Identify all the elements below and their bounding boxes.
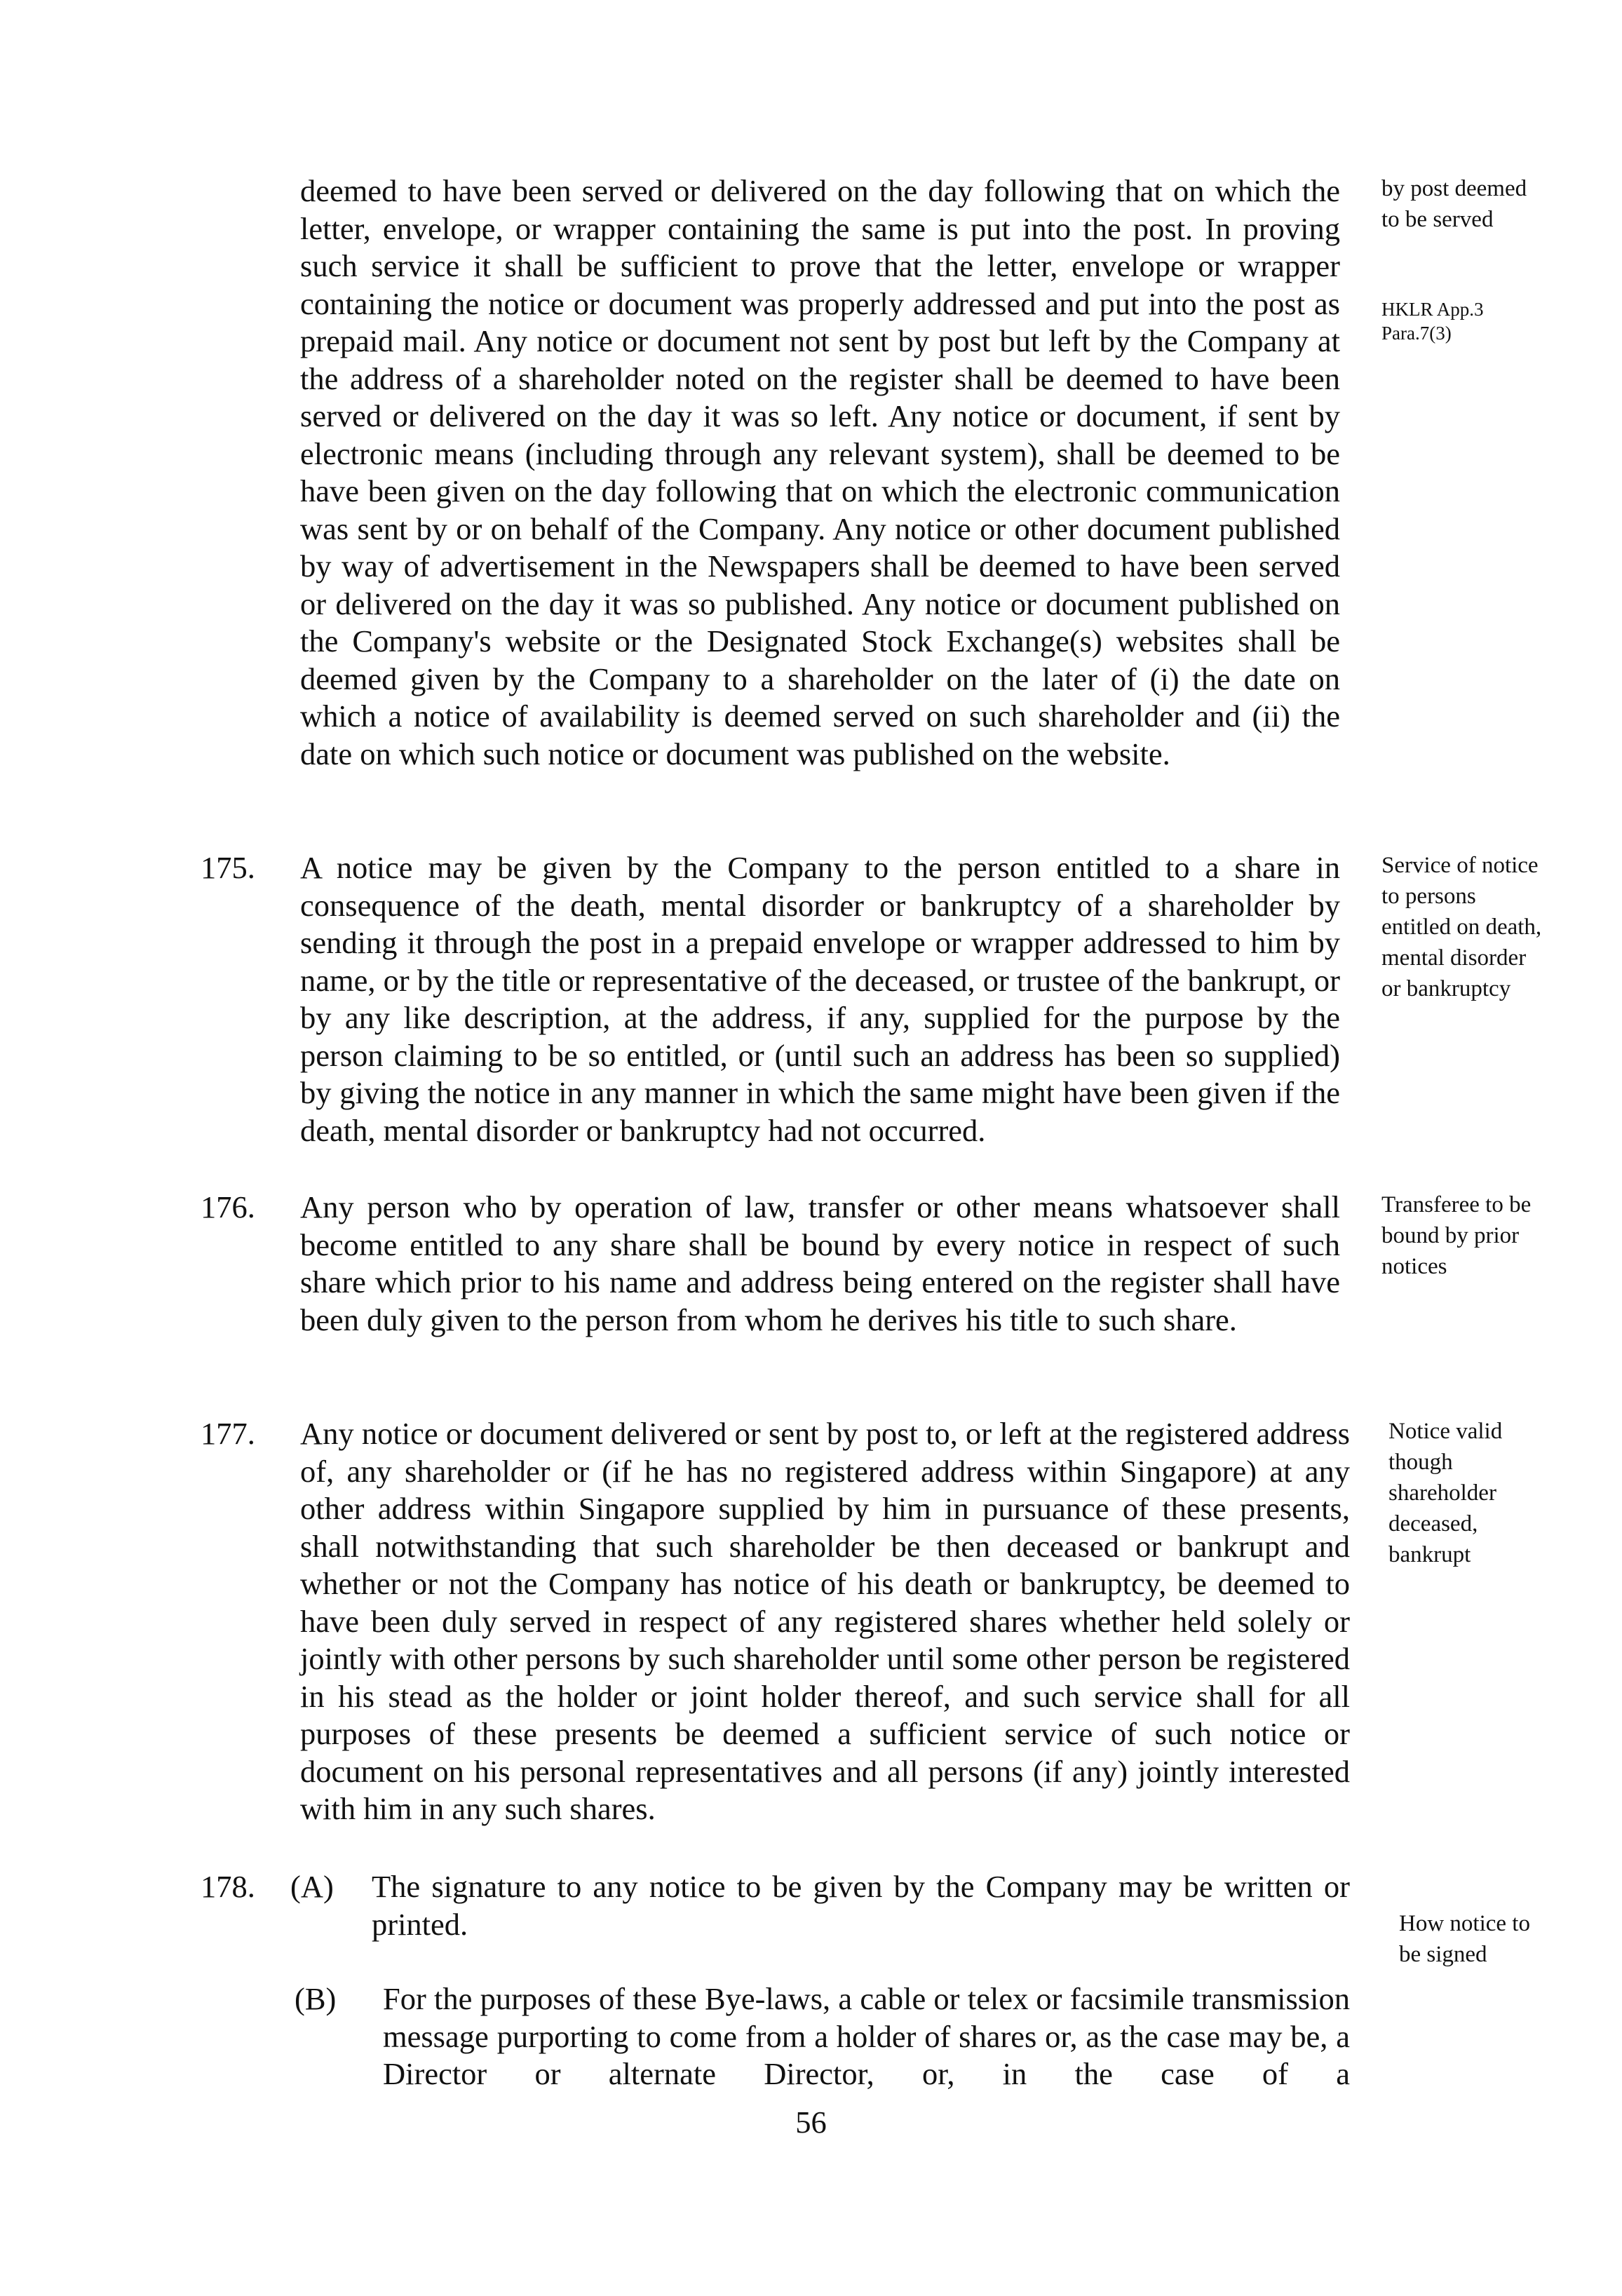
continuation-paragraph: deemed to have been served or delivered on the day following that on which the letter, envelope, or wrapper containing the same is put into the post. In proving such service it shall be sufficient to prove that the letter, envelope or wrapper containing the notice or document was properly addressed and put into the post as prepaid mail. Any notice or document not sent by post but left by the Company at the address of a shareholder noted on the register shall be deemed to have been served or delivered on the day it was so left. Any notice or document, if sent by electronic means (including through any relevant system), shall be deemed to be have been given on the day following that on which the electronic communication was sent by or on behalf of the Company. Any notice or other document published by way of advertisement in the Newspapers shall be deemed to have been served or delivered on the day it was so published. Any notice or document published on the Company's website or the Designated Stock Exchange(s) websites shall be deemed given by the Company to a shareholder on the later of (i) the date on which a notice of availability is deemed served on such shareholder and (ii) the date on which such notice or document was published on the website. — [300, 173, 1340, 771]
clause-177-margin-note: Notice valid though shareholder deceased, bankrupt — [1388, 1419, 1503, 1567]
clause-175-margin-note: Service of notice to persons entitled on death, mental disorder or bankruptcy — [1381, 853, 1542, 1001]
clause-178-subclause-b-text: For the purposes of these Bye-laws, a cable or telex or facsimile transmission message purporting to come from a holder of shares or, as the case may be, a Director or alternate Director, or, in the case of a — [383, 1981, 1350, 2091]
clause-177-number: 177. — [201, 1416, 255, 1451]
clause-178-subclause-b-label: (B) — [295, 1981, 337, 2016]
margin-ref-line-1: HKLR App.3 — [1381, 299, 1484, 320]
clause-178-margin-note: How notice to be signed — [1399, 1911, 1530, 1967]
margin-note-by-post: by post deemed to be served — [1381, 176, 1527, 232]
clause-175-text: A notice may be given by the Company to the person entitled to a share in consequence of the death, mental disorder or bankruptcy of a shareholder by sending it through the post in a prepaid envelope or wrapper addressed to him by name, or by the title or representative of the deceased, or trustee of the bankrupt, or by any like description, at the address, if any, supplied for the purpose by the person claiming to be so entitled, or (until such an address has been so supplied) by giving the notice in any manner in which the same might have been given if the death, mental disorder or bankruptcy had not occurred. — [300, 850, 1340, 1148]
clause-176-margin-note: Transferee to be bound by prior notices — [1381, 1192, 1532, 1279]
clause-176-number: 176. — [201, 1189, 255, 1224]
clause-176-text: Any person who by operation of law, transfer or other means whatsoever shall become entitled to any share shall be bound by every notice in respect of such share which prior to his name and address being entered on the register shall have been duly given to the person from whom he derives his title to such share. — [300, 1189, 1340, 1337]
clause-178-number: 178. — [201, 1869, 255, 1904]
clause-178-subclause-a-text: The signature to any notice to be given by the Company may be written or printed. — [372, 1869, 1350, 1942]
margin-ref-hklr — [1381, 297, 1536, 345]
clause-177-text: Any notice or document delivered or sent by post to, or left at the registered address of, any shareholder or (if he has no registered address within Singapore) at any other address within Singapore supplied by him in pursuance of these presents, shall notwithstanding that such shareholder be then deceased or bankrupt and whether or not the Company has notice of his death or bankruptcy, be deemed to have been duly served in respect of any registered shares whether held solely or jointly with other persons by such shareholder until some other person be registered in his stead as the holder or joint holder thereof, and such service shall for all purposes of these presents be deemed a sufficient service of such notice or document on his personal representatives and all persons (if any) jointly interested with him in any such shares. — [300, 1416, 1350, 1826]
page-number: 56 — [795, 2105, 827, 2140]
margin-ref-line-2: Para.7(3) — [1381, 323, 1452, 344]
clause-175-number: 175. — [201, 850, 255, 885]
clause-178-subclause-a-label: (A) — [290, 1869, 334, 1904]
